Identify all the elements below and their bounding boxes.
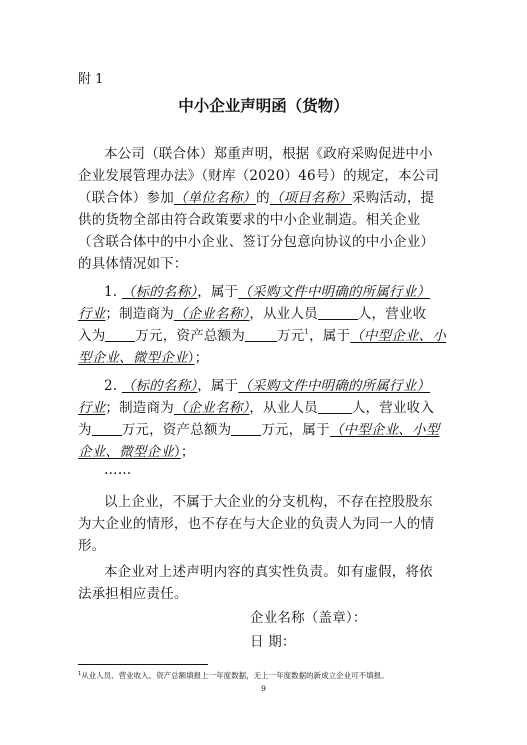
text: （联合体）参加 — [78, 190, 174, 206]
para1-line3 — [78, 186, 434, 206]
text: 的 — [256, 190, 270, 206]
industry-placeholder: （采购文件中明确的所属行业） — [238, 378, 431, 394]
enterprise-type-placeholder: 企业、微型企业 — [78, 444, 174, 460]
text: ； — [194, 350, 209, 366]
para1-line4: 供的货物全部由符合政策要求的中小企业制造。相关企业 — [78, 212, 421, 228]
para1-line2: 企业发展管理办法》（财库（2020）46号）的规定，本公司 — [78, 168, 440, 184]
text: ；制造商为 — [105, 400, 174, 416]
enterprise-type-placeholder: （中型企业、小型 — [329, 422, 440, 438]
text: 人，营业收入 — [351, 400, 435, 416]
item2-line2 — [78, 396, 434, 416]
text: 万元，资产总额为 — [121, 422, 232, 438]
enterprise-type-placeholder: （中型企业、小 — [350, 328, 447, 344]
footnote — [78, 670, 389, 681]
annex-label: 附 1 — [78, 72, 104, 87]
text: 采购活动，提 — [352, 190, 435, 206]
subject-name-placeholder: （标的名称） — [121, 378, 198, 394]
para3-line1: 本企业对上述声明内容的真实性负责。如有虚假，将依 — [104, 564, 433, 580]
para2-line3: 形。 — [78, 538, 106, 554]
industry-placeholder: （采购文件中明确的所属行业） — [238, 284, 431, 300]
page-title: 中小企业声明函（货物） — [178, 97, 349, 115]
enterprise-type-placeholder: 型企业、微型企业 — [78, 350, 188, 366]
item1-line4 — [78, 346, 208, 366]
revenue-blank — [105, 327, 135, 342]
unit-name-placeholder: （单位名称） — [173, 190, 257, 206]
project-name-placeholder: （项目名称） — [269, 190, 353, 206]
item1-line1 — [104, 280, 430, 300]
item-number: 1. — [104, 284, 122, 300]
revenue-blank — [92, 421, 122, 436]
para1-line1: 本公司（联合体）郑重声明，根据《政府采购促进中小 — [104, 146, 433, 162]
text: ） — [173, 444, 181, 460]
text: 为 — [78, 422, 92, 438]
para2-line1: 以上企业，不属于大企业的分支机构，不存在控股股东 — [104, 494, 433, 510]
assets-blank — [245, 327, 277, 342]
ellipsis: …… — [104, 462, 132, 478]
subject-name-placeholder: （标的名称） — [121, 284, 198, 300]
assets-blank — [231, 421, 261, 436]
footnote-marker: 1 — [78, 671, 82, 677]
text: 万元，属于 — [261, 422, 330, 438]
item1-line2 — [78, 302, 426, 322]
text: ；制造商为 — [105, 306, 174, 322]
industry-placeholder: 行业 — [78, 400, 106, 416]
staff-blank — [318, 399, 352, 414]
text: 万元，资产总额为 — [135, 328, 246, 344]
item1-line3 — [78, 324, 446, 344]
para2-line2: 为大企业的情形，也不存在与大企业的负责人为同一人的情 — [78, 516, 435, 532]
text: ，从业人员 — [249, 306, 318, 322]
text: ； — [180, 444, 195, 460]
text: 入为 — [78, 328, 106, 344]
signature-company: 企业名称（盖章）： — [250, 610, 367, 626]
signature-date: 日 期： — [250, 634, 296, 650]
item2-line3 — [78, 418, 439, 438]
text: ，属于 — [309, 328, 351, 344]
text: ，属于 — [197, 378, 239, 394]
item-number: 2. — [104, 378, 122, 394]
text: 万元 — [277, 328, 305, 344]
page-number: 9 — [261, 684, 266, 693]
text: ，属于 — [197, 284, 239, 300]
footnote-ref: 1 — [304, 328, 310, 336]
para3-line2: 法承担相应责任。 — [78, 586, 188, 602]
company-name-placeholder: （企业名称） — [173, 400, 250, 416]
staff-blank — [318, 305, 358, 320]
company-name-placeholder: （企业名称） — [173, 306, 250, 322]
industry-placeholder: 行业 — [78, 306, 106, 322]
footnote-text: 从业人员、营业收入、资产总额填报上一年度数据，无上一年度数据的新成立企业可不填报。 — [81, 671, 389, 680]
text: 人，营业收 — [357, 306, 427, 322]
text: ） — [187, 350, 195, 366]
text: ，从业人员 — [249, 400, 318, 416]
para1-line6: 的具体情况如下： — [78, 256, 188, 272]
footnote-rule — [78, 664, 208, 665]
item2-line4 — [78, 440, 195, 460]
para1-line5: （含联合体中的中小企业、签订分包意向协议的中小企业） — [78, 234, 435, 250]
item2-line1 — [104, 374, 430, 394]
